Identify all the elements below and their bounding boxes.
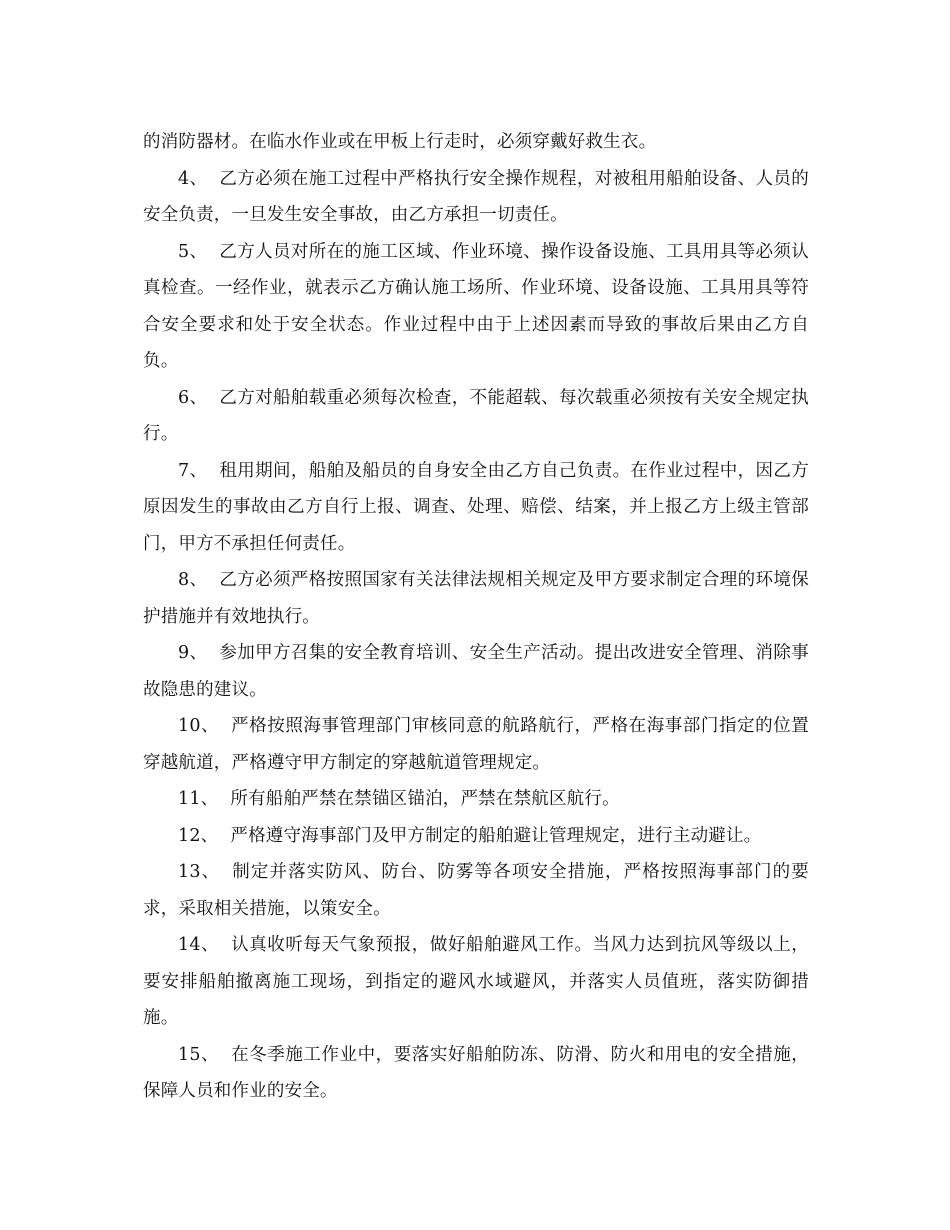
clause-4: [143, 161, 809, 234]
clause-6: [143, 380, 809, 453]
clause-text: 参加甲方召集的安全教育培训、安全生产活动。提出改进安全管理、消除事故隐患的建议。: [143, 643, 809, 700]
clause-number: 11、: [178, 789, 219, 809]
clause-number: 13、: [178, 862, 221, 882]
clause-number: 8、: [178, 570, 208, 590]
clause-number: 10、: [178, 716, 220, 736]
clause-text: 所有船舶严禁在禁锚区锚泊，严禁在禁航区航行。: [230, 789, 620, 809]
clause-text: 认真收听每天气象预报，做好船舶避风工作。当风力达到抗风等级以上，要安排船舶撤离施工现场，到指定的避风水域避风，并落实人员值班，落实防御措施。: [143, 935, 809, 1028]
clause-number: 14、: [178, 935, 220, 955]
clause-text: 租用期间，船舶及船员的自身安全由乙方自己负责。在作业过程中，因乙方原因发生的事故由乙方自行上报、调查、处理、赔偿、结案，并上报乙方上级主管部门，甲方不承担任何责任。: [143, 460, 809, 554]
clause-text: 在冬季施工作业中，要落实好船舶防冻、防滑、防火和用电的安全措施，保障人员和作业的安全。: [143, 1044, 809, 1101]
clause-text: 乙方人员对所在的施工区域、作业环境、操作设备设施、工具用具等必须认真检查。一经作业，就表示乙方确认施工场所、作业环境、设备设施、工具用具等符合安全要求和处于安全状态。作业过程中由于上述因素而导致的事故后果由乙方自负。: [143, 241, 809, 371]
clause-number: 15、: [178, 1044, 220, 1065]
clause-7: [143, 453, 809, 563]
paragraph-text: 的消防器材。在临水作业或在甲板上行走时，必须穿戴好救生衣。: [143, 132, 657, 152]
clause-number: 9、: [178, 643, 208, 663]
clause-5: [143, 234, 809, 380]
clause-number: 7、: [178, 460, 208, 481]
clause-11: [143, 781, 809, 818]
clause-number: 12、: [178, 825, 219, 846]
clause-number: 5、: [178, 241, 208, 262]
clause-14: [143, 927, 809, 1037]
clause-text: 乙方必须在施工过程中严格执行安全操作规程，对被租用船舶设备、人员的安全负责，一旦发生安全事故，由乙方承担一切责任。: [143, 168, 809, 225]
clause-12: [143, 818, 809, 855]
clause-text: 严格遵守海事部门及甲方制定的船舶避让管理规定，进行主动避让。: [230, 825, 762, 846]
document-body: [143, 124, 809, 1110]
clause-15: [143, 1037, 809, 1110]
clause-text: 乙方必须严格按照国家有关法律法规相关规定及甲方要求制定合理的环境保护措施并有效地执行。: [143, 570, 809, 627]
clause-text: 制定并落实防风、防台、防雾等各项安全措施，严格按照海事部门的要求，采取相关措施，以策安全。: [143, 862, 809, 919]
clause-9: [143, 635, 809, 708]
clause-10: [143, 708, 809, 781]
clause-number: 4、: [178, 168, 208, 189]
clause-text: 严格按照海事管理部门审核同意的航路航行，严格在海事部门指定的位置穿越航道，严格遵守甲方制定的穿越航道管理规定。: [143, 716, 809, 773]
clause-13: [143, 854, 809, 927]
clause-8: [143, 562, 809, 635]
clause-number: 6、: [178, 387, 208, 408]
paragraph-continuation: [143, 124, 809, 161]
clause-text: 乙方对船舶载重必须每次检查，不能超载、每次载重必须按有关安全规定执行。: [143, 387, 809, 444]
